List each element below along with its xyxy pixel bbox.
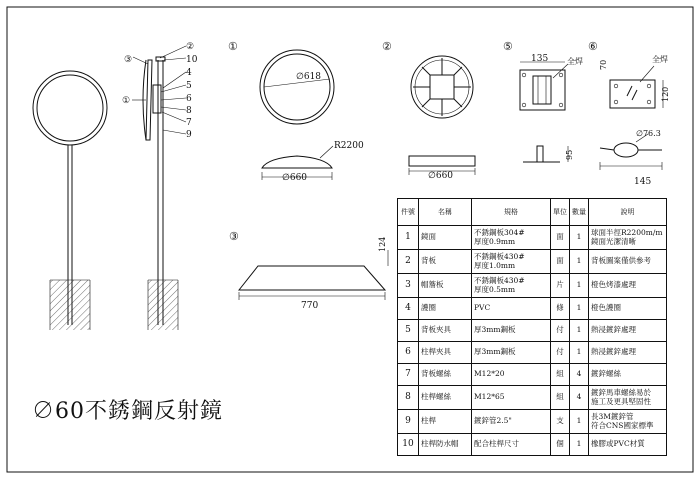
dim-clamp-width: 135 <box>531 54 549 64</box>
callout-8: 8 <box>186 106 192 116</box>
bom-row <box>398 298 667 320</box>
bom-cell-note: 橡膠或PVC材質 <box>589 434 667 456</box>
view-3-cap <box>229 230 388 311</box>
view-label-6: ⑥ <box>588 40 598 53</box>
bom-header-qty: 數量 <box>570 199 589 226</box>
callout-5: 5 <box>186 81 192 91</box>
dim-cap-length: 770 <box>301 301 319 311</box>
bom-cell-qty: 1 <box>570 320 589 342</box>
side-mirror-body <box>146 60 152 140</box>
dim-mirror-width: ∅660 <box>282 173 308 183</box>
callout-2: ② <box>186 42 195 52</box>
bom-cell-no: 6 <box>398 342 419 364</box>
bom-cell-spec: 配合柱桿尺寸 <box>472 434 551 456</box>
bom-table <box>397 198 667 456</box>
dim-clamp-height: 70 <box>599 59 608 70</box>
dim-back-width: ∅660 <box>428 171 454 181</box>
dim-plate-height: 120 <box>661 86 670 102</box>
bom-cell-name: 帽簷板 <box>419 274 472 298</box>
bom-row <box>398 434 667 456</box>
bom-cell-unit: 支 <box>551 410 570 434</box>
bom-cell-no: 8 <box>398 386 419 410</box>
bom-cell-qty: 1 <box>570 250 589 274</box>
bom-cell-no: 3 <box>398 274 419 298</box>
bom-cell-unit: 個 <box>551 434 570 456</box>
bom-row <box>398 274 667 298</box>
side-view <box>132 46 186 330</box>
bom-row <box>398 320 667 342</box>
bom-cell-spec: PVC <box>472 298 551 320</box>
bom-cell-qty: 1 <box>570 434 589 456</box>
bom-cell-note: 球面半徑R2200m/m 鏡面光潔清晰 <box>589 226 667 250</box>
bom-cell-no: 7 <box>398 364 419 386</box>
bom-header-spec: 規格 <box>472 199 551 226</box>
bom-cell-qty: 4 <box>570 364 589 386</box>
back-profile <box>409 156 475 166</box>
bom-cell-unit: 付 <box>551 320 570 342</box>
bom-cell-name: 柱桿夾具 <box>419 342 472 364</box>
mirror-profile <box>262 156 332 168</box>
view-1-mirror <box>228 40 364 183</box>
bom-cell-no: 2 <box>398 250 419 274</box>
bom-cell-name: 柱桿 <box>419 410 472 434</box>
dim-clamp-depth: 95 <box>565 149 574 160</box>
bom-cell-name: 柱桿螺絲 <box>419 386 472 410</box>
dim-pole-clamp-len: 145 <box>634 177 652 187</box>
bom-cell-qty: 1 <box>570 226 589 250</box>
bom-cell-unit: 面 <box>551 250 570 274</box>
bom-cell-spec: M12*20 <box>472 364 551 386</box>
bom-cell-note: 背板圖案僅供參考 <box>589 250 667 274</box>
bom-row <box>398 364 667 386</box>
bom-cell-no: 9 <box>398 410 419 434</box>
bom-cell-name: 護圈 <box>419 298 472 320</box>
bom-cell-name: 鏡面 <box>419 226 472 250</box>
front-mirror-outer <box>33 71 107 145</box>
bom-cell-note: 橙色護圈 <box>589 298 667 320</box>
bom-header-row <box>398 199 667 226</box>
view-label-2: ② <box>382 40 392 53</box>
bom-cell-name: 背板 <box>419 250 472 274</box>
dim-cap-height: 124 <box>378 236 387 252</box>
drawing-title: ∅60不銹鋼反射鏡 <box>32 399 223 424</box>
view-2-backplate <box>382 40 475 181</box>
pole-clamp-ring <box>614 143 638 157</box>
bom-cell-no: 5 <box>398 320 419 342</box>
dim-pole-clamp-dia: ∅76.3 <box>636 129 661 138</box>
weld-label-6: 全焊 <box>652 55 668 64</box>
bom-cell-unit: 片 <box>551 274 570 298</box>
bom-cell-no: 1 <box>398 226 419 250</box>
view-label-3: ③ <box>229 230 239 243</box>
bom-cell-spec: 厚3mm鋼板 <box>472 320 551 342</box>
bom-cell-name: 背板夾具 <box>419 320 472 342</box>
bom-cell-note: 鍍鋅馬車螺絲易於 施工及更具堅固性 <box>589 386 667 410</box>
dim-mirror-radius: R2200 <box>334 141 364 151</box>
bom-cell-qty: 1 <box>570 274 589 298</box>
weld-label-5: 全焊 <box>567 57 583 66</box>
bom-cell-spec: 不銹鋼板304# 厚度0.9mm <box>472 226 551 250</box>
bom-cell-note: 熱浸鍍鋅處理 <box>589 342 667 364</box>
bom-row <box>398 410 667 434</box>
dim-mirror-dia: ∅618 <box>296 72 322 82</box>
bom-cell-name: 柱桿防水帽 <box>419 434 472 456</box>
callout-9: 9 <box>186 130 192 140</box>
side-foundation-hatch <box>148 280 178 330</box>
bom-cell-note: 鍍鋅螺絲 <box>589 364 667 386</box>
front-foundation-hatch <box>50 280 90 330</box>
mirror-outer-circle <box>260 50 334 124</box>
callout-1: ① <box>122 96 131 106</box>
bom-header-unit: 單位 <box>551 199 570 226</box>
bom-cell-spec: 厚3mm鋼板 <box>472 342 551 364</box>
bom-cell-qty: 1 <box>570 342 589 364</box>
bom-header-note: 說明 <box>589 199 667 226</box>
bom-cell-qty: 1 <box>570 298 589 320</box>
bom-header-no: 件號 <box>398 199 419 226</box>
callout-10: 10 <box>186 55 198 65</box>
bom-cell-spec: 不銹鋼板430# 厚度1.0mm <box>472 250 551 274</box>
bom-cell-no: 10 <box>398 434 419 456</box>
bom-cell-note: 橙色烤漆處理 <box>589 274 667 298</box>
front-mirror-inner <box>37 75 103 141</box>
view-5-clamp <box>503 40 583 162</box>
view-label-5: ⑤ <box>503 40 513 53</box>
bom-cell-qty: 4 <box>570 386 589 410</box>
bom-row <box>398 386 667 410</box>
bom-row <box>398 226 667 250</box>
bom-cell-name: 背板螺絲 <box>419 364 472 386</box>
bom-cell-unit: 組 <box>551 386 570 410</box>
callout-6: 6 <box>186 94 192 104</box>
bom-cell-no: 4 <box>398 298 419 320</box>
view-6-pole-clamp <box>588 40 670 187</box>
bom-cell-note: 熱浸鍍鋅處理 <box>589 320 667 342</box>
bom-cell-unit: 面 <box>551 226 570 250</box>
mirror-inner-circle <box>264 54 330 120</box>
bom-cell-note: 長3M鍍鋅管 符合CNS國家標準 <box>589 410 667 434</box>
bom-cell-qty: 1 <box>570 410 589 434</box>
back-center-square <box>430 75 454 99</box>
bom-cell-unit: 付 <box>551 342 570 364</box>
side-clamp <box>153 85 161 113</box>
bom-cell-spec: M12*65 <box>472 386 551 410</box>
front-view <box>33 71 107 330</box>
cap-profile <box>239 266 385 290</box>
bom-row <box>398 250 667 274</box>
bom-cell-spec: 鍍鋅管2.5" <box>472 410 551 434</box>
bom-cell-unit: 組 <box>551 364 570 386</box>
bom-row <box>398 342 667 364</box>
bom-header-name: 名稱 <box>419 199 472 226</box>
callout-7: 7 <box>186 118 192 128</box>
callout-3: ③ <box>124 55 133 65</box>
bom-cell-unit: 條 <box>551 298 570 320</box>
bom-cell-spec: 不銹鋼板430# 厚度0.5mm <box>472 274 551 298</box>
view-label-1: ① <box>228 40 238 53</box>
callout-4: 4 <box>186 68 192 78</box>
